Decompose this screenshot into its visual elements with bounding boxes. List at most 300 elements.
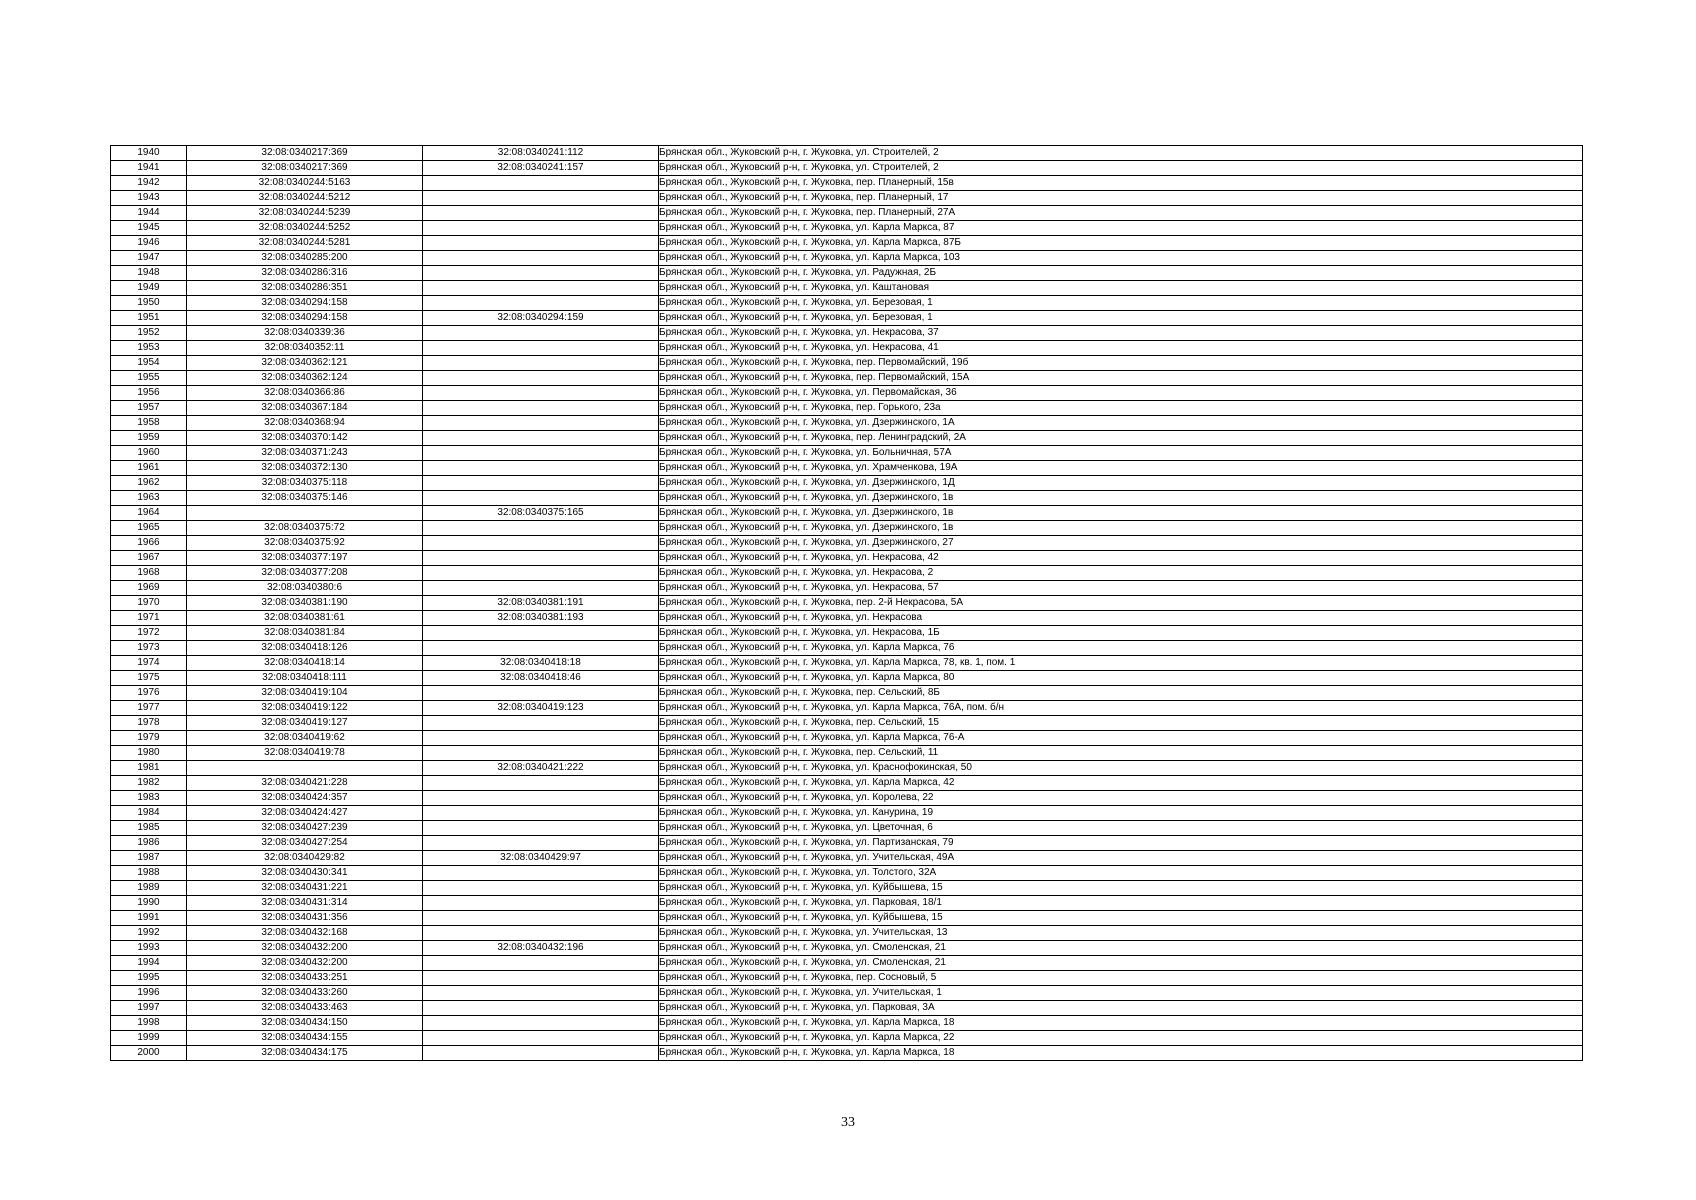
- table-row: [111, 206, 1583, 221]
- table-row: [111, 1001, 1583, 1016]
- row-number-cell: 1978: [111, 716, 187, 731]
- table-row: [111, 896, 1583, 911]
- linked-cadastral-number-cell: [423, 416, 659, 431]
- row-number-cell: 1991: [111, 911, 187, 926]
- cadastral-number-cell: 32:08:0340418:14: [187, 656, 423, 671]
- cadastral-number-cell: 32:08:0340418:126: [187, 641, 423, 656]
- linked-cadastral-number-cell: [423, 536, 659, 551]
- table-row: [111, 596, 1583, 611]
- row-number-cell: 1971: [111, 611, 187, 626]
- address-cell: Брянская обл., Жуковский р-н, г. Жуковка, пер. Первомайский, 15А: [659, 371, 1583, 386]
- address-cell: Брянская обл., Жуковский р-н, г. Жуковка, ул. Некрасова, 2: [659, 566, 1583, 581]
- address-cell: Брянская обл., Жуковский р-н, г. Жуковка, пер. Планерный, 15в: [659, 176, 1583, 191]
- linked-cadastral-number-cell: [423, 176, 659, 191]
- table-row: [111, 536, 1583, 551]
- registry-table: [110, 145, 1583, 1061]
- address-cell: Брянская обл., Жуковский р-н, г. Жуковка, ул. Дзержинского, 1Д: [659, 476, 1583, 491]
- cadastral-number-cell: 32:08:0340431:356: [187, 911, 423, 926]
- table-row: [111, 401, 1583, 416]
- cadastral-number-cell: 32:08:0340375:72: [187, 521, 423, 536]
- row-number-cell: 1953: [111, 341, 187, 356]
- row-number-cell: 1974: [111, 656, 187, 671]
- address-cell: Брянская обл., Жуковский р-н, г. Жуковка, ул. Парковая, 18/1: [659, 896, 1583, 911]
- cadastral-number-cell: 32:08:0340362:124: [187, 371, 423, 386]
- linked-cadastral-number-cell: [423, 221, 659, 236]
- table-row: [111, 821, 1583, 836]
- address-cell: Брянская обл., Жуковский р-н, г. Жуковка, ул. Дзержинского, 1А: [659, 416, 1583, 431]
- table-row: [111, 761, 1583, 776]
- cadastral-number-cell: 32:08:0340429:82: [187, 851, 423, 866]
- cadastral-number-cell: 32:08:0340285:200: [187, 251, 423, 266]
- address-cell: Брянская обл., Жуковский р-н, г. Жуковка, пер. Сельский, 8Б: [659, 686, 1583, 701]
- address-cell: Брянская обл., Жуковский р-н, г. Жуковка, ул. Карла Маркса, 76: [659, 641, 1583, 656]
- cadastral-number-cell: 32:08:0340430:341: [187, 866, 423, 881]
- table-row: [111, 866, 1583, 881]
- row-number-cell: 1994: [111, 956, 187, 971]
- table-row: [111, 281, 1583, 296]
- cadastral-number-cell: 32:08:0340377:208: [187, 566, 423, 581]
- address-cell: Брянская обл., Жуковский р-н, г. Жуковка, пер. Сельский, 15: [659, 716, 1583, 731]
- linked-cadastral-number-cell: [423, 266, 659, 281]
- address-cell: Брянская обл., Жуковский р-н, г. Жуковка, пер. Первомайский, 19б: [659, 356, 1583, 371]
- table-row: [111, 551, 1583, 566]
- table-row: [111, 716, 1583, 731]
- row-number-cell: 1980: [111, 746, 187, 761]
- table-row: [111, 686, 1583, 701]
- address-cell: Брянская обл., Жуковский р-н, г. Жуковка, ул. Куйбышева, 15: [659, 911, 1583, 926]
- table-row: [111, 1016, 1583, 1031]
- table-row: [111, 161, 1583, 176]
- table-row: [111, 671, 1583, 686]
- linked-cadastral-number-cell: 32:08:0340241:157: [423, 161, 659, 176]
- address-cell: Брянская обл., Жуковский р-н, г. Жуковка, ул. Цветочная, 6: [659, 821, 1583, 836]
- address-cell: Брянская обл., Жуковский р-н, г. Жуковка, ул. Некрасова: [659, 611, 1583, 626]
- address-cell: Брянская обл., Жуковский р-н, г. Жуковка, ул. Краснофокинская, 50: [659, 761, 1583, 776]
- linked-cadastral-number-cell: [423, 326, 659, 341]
- cadastral-number-cell: 32:08:0340217:369: [187, 146, 423, 161]
- address-cell: Брянская обл., Жуковский р-н, г. Жуковка, пер. Горького, 23а: [659, 401, 1583, 416]
- table-row: [111, 971, 1583, 986]
- table-row: [111, 581, 1583, 596]
- row-number-cell: 1983: [111, 791, 187, 806]
- cadastral-number-cell: [187, 761, 423, 776]
- table-row: [111, 986, 1583, 1001]
- row-number-cell: 1970: [111, 596, 187, 611]
- linked-cadastral-number-cell: 32:08:0340432:196: [423, 941, 659, 956]
- cadastral-number-cell: 32:08:0340244:5212: [187, 191, 423, 206]
- row-number-cell: 1977: [111, 701, 187, 716]
- linked-cadastral-number-cell: [423, 806, 659, 821]
- table-row: [111, 296, 1583, 311]
- table-row: [111, 491, 1583, 506]
- address-cell: Брянская обл., Жуковский р-н, г. Жуковка, ул. Храмченкова, 19А: [659, 461, 1583, 476]
- cadastral-number-cell: 32:08:0340432:200: [187, 941, 423, 956]
- table-row: [111, 566, 1583, 581]
- table-row: [111, 356, 1583, 371]
- linked-cadastral-number-cell: 32:08:0340381:191: [423, 596, 659, 611]
- address-cell: Брянская обл., Жуковский р-н, г. Жуковка, пер. Сосновый, 5: [659, 971, 1583, 986]
- cadastral-number-cell: 32:08:0340286:351: [187, 281, 423, 296]
- address-cell: Брянская обл., Жуковский р-н, г. Жуковка, ул. Смоленская, 21: [659, 956, 1583, 971]
- row-number-cell: 1961: [111, 461, 187, 476]
- table-row: [111, 251, 1583, 266]
- cadastral-number-cell: 32:08:0340381:84: [187, 626, 423, 641]
- linked-cadastral-number-cell: [423, 206, 659, 221]
- linked-cadastral-number-cell: [423, 491, 659, 506]
- address-cell: Брянская обл., Жуковский р-н, г. Жуковка, ул. Строителей, 2: [659, 146, 1583, 161]
- cadastral-number-cell: 32:08:0340377:197: [187, 551, 423, 566]
- table-row: [111, 836, 1583, 851]
- cadastral-number-cell: 32:08:0340433:260: [187, 986, 423, 1001]
- linked-cadastral-number-cell: [423, 836, 659, 851]
- cadastral-number-cell: 32:08:0340431:314: [187, 896, 423, 911]
- cadastral-number-cell: 32:08:0340419:62: [187, 731, 423, 746]
- table-row: [111, 506, 1583, 521]
- row-number-cell: 1942: [111, 176, 187, 191]
- row-number-cell: 1975: [111, 671, 187, 686]
- cadastral-number-cell: 32:08:0340294:158: [187, 296, 423, 311]
- address-cell: Брянская обл., Жуковский р-н, г. Жуковка, ул. Учительская, 1: [659, 986, 1583, 1001]
- cadastral-number-cell: 32:08:0340244:5239: [187, 206, 423, 221]
- row-number-cell: 1954: [111, 356, 187, 371]
- linked-cadastral-number-cell: [423, 341, 659, 356]
- linked-cadastral-number-cell: [423, 926, 659, 941]
- row-number-cell: 1950: [111, 296, 187, 311]
- row-number-cell: 1986: [111, 836, 187, 851]
- linked-cadastral-number-cell: 32:08:0340375:165: [423, 506, 659, 521]
- row-number-cell: 1966: [111, 536, 187, 551]
- table-row: [111, 851, 1583, 866]
- linked-cadastral-number-cell: [423, 911, 659, 926]
- table-row: [111, 656, 1583, 671]
- row-number-cell: 1958: [111, 416, 187, 431]
- cadastral-number-cell: 32:08:0340434:150: [187, 1016, 423, 1031]
- cadastral-number-cell: 32:08:0340424:427: [187, 806, 423, 821]
- cadastral-number-cell: 32:08:0340362:121: [187, 356, 423, 371]
- address-cell: Брянская обл., Жуковский р-н, г. Жуковка, ул. Строителей, 2: [659, 161, 1583, 176]
- row-number-cell: 1946: [111, 236, 187, 251]
- row-number-cell: 1979: [111, 731, 187, 746]
- linked-cadastral-number-cell: 32:08:0340294:159: [423, 311, 659, 326]
- row-number-cell: 1998: [111, 1016, 187, 1031]
- address-cell: Брянская обл., Жуковский р-н, г. Жуковка, ул. Карла Маркса, 87Б: [659, 236, 1583, 251]
- cadastral-number-cell: 32:08:0340244:5281: [187, 236, 423, 251]
- linked-cadastral-number-cell: [423, 1016, 659, 1031]
- row-number-cell: 1996: [111, 986, 187, 1001]
- address-cell: Брянская обл., Жуковский р-н, г. Жуковка, ул. Дзержинского, 1в: [659, 491, 1583, 506]
- address-cell: Брянская обл., Жуковский р-н, г. Жуковка, ул. Карла Маркса, 103: [659, 251, 1583, 266]
- cadastral-number-cell: 32:08:0340375:118: [187, 476, 423, 491]
- linked-cadastral-number-cell: [423, 776, 659, 791]
- row-number-cell: 1951: [111, 311, 187, 326]
- address-cell: Брянская обл., Жуковский р-н, г. Жуковка, пер. Ленинградский, 2А: [659, 431, 1583, 446]
- cadastral-number-cell: 32:08:0340419:104: [187, 686, 423, 701]
- linked-cadastral-number-cell: 32:08:0340241:112: [423, 146, 659, 161]
- cadastral-number-cell: 32:08:0340432:200: [187, 956, 423, 971]
- row-number-cell: 1952: [111, 326, 187, 341]
- linked-cadastral-number-cell: 32:08:0340429:97: [423, 851, 659, 866]
- table-row: [111, 311, 1583, 326]
- linked-cadastral-number-cell: [423, 626, 659, 641]
- address-cell: Брянская обл., Жуковский р-н, г. Жуковка, ул. Карла Маркса, 76-А: [659, 731, 1583, 746]
- linked-cadastral-number-cell: [423, 866, 659, 881]
- row-number-cell: 1963: [111, 491, 187, 506]
- address-cell: Брянская обл., Жуковский р-н, г. Жуковка, ул. Королева, 22: [659, 791, 1583, 806]
- linked-cadastral-number-cell: [423, 641, 659, 656]
- table-row: [111, 326, 1583, 341]
- cadastral-number-cell: 32:08:0340371:243: [187, 446, 423, 461]
- cadastral-number-cell: 32:08:0340368:94: [187, 416, 423, 431]
- cadastral-number-cell: 32:08:0340375:146: [187, 491, 423, 506]
- row-number-cell: 1981: [111, 761, 187, 776]
- cadastral-number-cell: 32:08:0340418:111: [187, 671, 423, 686]
- linked-cadastral-number-cell: [423, 551, 659, 566]
- row-number-cell: 1948: [111, 266, 187, 281]
- cadastral-number-cell: 32:08:0340244:5252: [187, 221, 423, 236]
- cadastral-number-cell: 32:08:0340419:122: [187, 701, 423, 716]
- address-cell: Брянская обл., Жуковский р-н, г. Жуковка, ул. Дзержинского, 1в: [659, 506, 1583, 521]
- address-cell: Брянская обл., Жуковский р-н, г. Жуковка, ул. Парковая, 3А: [659, 1001, 1583, 1016]
- row-number-cell: 1982: [111, 776, 187, 791]
- cadastral-number-cell: 32:08:0340432:168: [187, 926, 423, 941]
- address-cell: Брянская обл., Жуковский р-н, г. Жуковка, ул. Учительская, 49А: [659, 851, 1583, 866]
- table-row: [111, 791, 1583, 806]
- row-number-cell: 1985: [111, 821, 187, 836]
- table-row: [111, 611, 1583, 626]
- cadastral-number-cell: 32:08:0340366:86: [187, 386, 423, 401]
- table-row: [111, 806, 1583, 821]
- table-row: [111, 731, 1583, 746]
- table-row: [111, 956, 1583, 971]
- row-number-cell: 1965: [111, 521, 187, 536]
- cadastral-number-cell: 32:08:0340434:155: [187, 1031, 423, 1046]
- row-number-cell: 1993: [111, 941, 187, 956]
- row-number-cell: 1995: [111, 971, 187, 986]
- table-row: [111, 911, 1583, 926]
- table-row: [111, 176, 1583, 191]
- table-row: [111, 461, 1583, 476]
- table-row: [111, 626, 1583, 641]
- row-number-cell: 1955: [111, 371, 187, 386]
- linked-cadastral-number-cell: [423, 191, 659, 206]
- table-row: [111, 221, 1583, 236]
- table-row: [111, 191, 1583, 206]
- address-cell: Брянская обл., Жуковский р-н, г. Жуковка, пер. Сельский, 11: [659, 746, 1583, 761]
- linked-cadastral-number-cell: [423, 461, 659, 476]
- table-row: [111, 941, 1583, 956]
- cadastral-number-cell: 32:08:0340370:142: [187, 431, 423, 446]
- linked-cadastral-number-cell: [423, 296, 659, 311]
- linked-cadastral-number-cell: 32:08:0340381:193: [423, 611, 659, 626]
- cadastral-number-cell: [187, 506, 423, 521]
- row-number-cell: 1973: [111, 641, 187, 656]
- table-row: [111, 776, 1583, 791]
- row-number-cell: 1992: [111, 926, 187, 941]
- row-number-cell: 1956: [111, 386, 187, 401]
- cadastral-number-cell: 32:08:0340433:463: [187, 1001, 423, 1016]
- linked-cadastral-number-cell: [423, 1001, 659, 1016]
- linked-cadastral-number-cell: [423, 386, 659, 401]
- table-row: [111, 371, 1583, 386]
- table-row: [111, 341, 1583, 356]
- address-cell: Брянская обл., Жуковский р-н, г. Жуковка, ул. Партизанская, 79: [659, 836, 1583, 851]
- address-cell: Брянская обл., Жуковский р-н, г. Жуковка, ул. Некрасова, 37: [659, 326, 1583, 341]
- cadastral-number-cell: 32:08:0340381:61: [187, 611, 423, 626]
- address-cell: Брянская обл., Жуковский р-н, г. Жуковка, ул. Карла Маркса, 18: [659, 1046, 1583, 1061]
- table-row: [111, 446, 1583, 461]
- row-number-cell: 1962: [111, 476, 187, 491]
- row-number-cell: 1990: [111, 896, 187, 911]
- cadastral-number-cell: 32:08:0340380:6: [187, 581, 423, 596]
- table-row: [111, 701, 1583, 716]
- row-number-cell: 1984: [111, 806, 187, 821]
- table-row: [111, 881, 1583, 896]
- address-cell: Брянская обл., Жуковский р-н, г. Жуковка, пер. Планерный, 27А: [659, 206, 1583, 221]
- address-cell: Брянская обл., Жуковский р-н, г. Жуковка, ул. Дзержинского, 1в: [659, 521, 1583, 536]
- table-row: [111, 476, 1583, 491]
- table-row: [111, 236, 1583, 251]
- address-cell: Брянская обл., Жуковский р-н, г. Жуковка, ул. Смоленская, 21: [659, 941, 1583, 956]
- cadastral-number-cell: 32:08:0340419:78: [187, 746, 423, 761]
- row-number-cell: 1976: [111, 686, 187, 701]
- linked-cadastral-number-cell: [423, 731, 659, 746]
- row-number-cell: 1968: [111, 566, 187, 581]
- linked-cadastral-number-cell: 32:08:0340421:222: [423, 761, 659, 776]
- table-row: [111, 641, 1583, 656]
- address-cell: Брянская обл., Жуковский р-н, г. Жуковка, пер. Планерный, 17: [659, 191, 1583, 206]
- cadastral-number-cell: 32:08:0340352:11: [187, 341, 423, 356]
- cadastral-number-cell: 32:08:0340339:36: [187, 326, 423, 341]
- address-cell: Брянская обл., Жуковский р-н, г. Жуковка, ул. Карла Маркса, 22: [659, 1031, 1583, 1046]
- table-row: [111, 431, 1583, 446]
- table-row: [111, 521, 1583, 536]
- row-number-cell: 1945: [111, 221, 187, 236]
- cadastral-number-cell: 32:08:0340381:190: [187, 596, 423, 611]
- linked-cadastral-number-cell: [423, 476, 659, 491]
- address-cell: Брянская обл., Жуковский р-н, г. Жуковка, ул. Больничная, 57А: [659, 446, 1583, 461]
- cadastral-number-cell: 32:08:0340217:369: [187, 161, 423, 176]
- table-row: [111, 386, 1583, 401]
- table-row: [111, 926, 1583, 941]
- address-cell: Брянская обл., Жуковский р-н, г. Жуковка, ул. Некрасова, 41: [659, 341, 1583, 356]
- cadastral-number-cell: 32:08:0340375:92: [187, 536, 423, 551]
- linked-cadastral-number-cell: [423, 236, 659, 251]
- table-row: [111, 146, 1583, 161]
- cadastral-number-cell: 32:08:0340367:184: [187, 401, 423, 416]
- address-cell: Брянская обл., Жуковский р-н, г. Жуковка, ул. Березовая, 1: [659, 296, 1583, 311]
- linked-cadastral-number-cell: [423, 716, 659, 731]
- table-row: [111, 416, 1583, 431]
- cadastral-number-cell: 32:08:0340294:158: [187, 311, 423, 326]
- address-cell: Брянская обл., Жуковский р-н, г. Жуковка, ул. Дзержинского, 27: [659, 536, 1583, 551]
- row-number-cell: 1988: [111, 866, 187, 881]
- table-row: [111, 1031, 1583, 1046]
- cadastral-number-cell: 32:08:0340424:357: [187, 791, 423, 806]
- address-cell: Брянская обл., Жуковский р-н, г. Жуковка, ул. Каштановая: [659, 281, 1583, 296]
- linked-cadastral-number-cell: [423, 401, 659, 416]
- linked-cadastral-number-cell: [423, 791, 659, 806]
- linked-cadastral-number-cell: [423, 581, 659, 596]
- row-number-cell: 1943: [111, 191, 187, 206]
- cadastral-number-cell: 32:08:0340419:127: [187, 716, 423, 731]
- cadastral-number-cell: 32:08:0340421:228: [187, 776, 423, 791]
- row-number-cell: 1941: [111, 161, 187, 176]
- row-number-cell: 1960: [111, 446, 187, 461]
- linked-cadastral-number-cell: [423, 956, 659, 971]
- cadastral-number-cell: 32:08:0340372:130: [187, 461, 423, 476]
- cadastral-number-cell: 32:08:0340427:239: [187, 821, 423, 836]
- linked-cadastral-number-cell: [423, 566, 659, 581]
- row-number-cell: 1959: [111, 431, 187, 446]
- row-number-cell: 1999: [111, 1031, 187, 1046]
- address-cell: Брянская обл., Жуковский р-н, г. Жуковка, ул. Толстого, 32А: [659, 866, 1583, 881]
- linked-cadastral-number-cell: 32:08:0340419:123: [423, 701, 659, 716]
- registry-table-container: [110, 145, 1582, 1061]
- address-cell: Брянская обл., Жуковский р-н, г. Жуковка, ул. Первомайская, 36: [659, 386, 1583, 401]
- cadastral-number-cell: 32:08:0340244:5163: [187, 176, 423, 191]
- linked-cadastral-number-cell: [423, 686, 659, 701]
- row-number-cell: 1987: [111, 851, 187, 866]
- linked-cadastral-number-cell: [423, 371, 659, 386]
- row-number-cell: 1997: [111, 1001, 187, 1016]
- linked-cadastral-number-cell: [423, 746, 659, 761]
- address-cell: Брянская обл., Жуковский р-н, г. Жуковка, ул. Некрасова, 57: [659, 581, 1583, 596]
- address-cell: Брянская обл., Жуковский р-н, г. Жуковка, ул. Радужная, 2Б: [659, 266, 1583, 281]
- row-number-cell: 1967: [111, 551, 187, 566]
- address-cell: Брянская обл., Жуковский р-н, г. Жуковка, ул. Куйбышева, 15: [659, 881, 1583, 896]
- linked-cadastral-number-cell: [423, 986, 659, 1001]
- linked-cadastral-number-cell: [423, 251, 659, 266]
- address-cell: Брянская обл., Жуковский р-н, г. Жуковка, ул. Карла Маркса, 87: [659, 221, 1583, 236]
- linked-cadastral-number-cell: 32:08:0340418:46: [423, 671, 659, 686]
- row-number-cell: 1944: [111, 206, 187, 221]
- page-number: 33: [841, 1115, 855, 1130]
- address-cell: Брянская обл., Жуковский р-н, г. Жуковка, пер. 2-й Некрасова, 5А: [659, 596, 1583, 611]
- row-number-cell: 1957: [111, 401, 187, 416]
- cadastral-number-cell: 32:08:0340434:175: [187, 1046, 423, 1061]
- row-number-cell: 1947: [111, 251, 187, 266]
- cadastral-number-cell: 32:08:0340427:254: [187, 836, 423, 851]
- table-row: [111, 266, 1583, 281]
- address-cell: Брянская обл., Жуковский р-н, г. Жуковка, ул. Карла Маркса, 42: [659, 776, 1583, 791]
- table-row: [111, 1046, 1583, 1061]
- address-cell: Брянская обл., Жуковский р-н, г. Жуковка, ул. Учительская, 13: [659, 926, 1583, 941]
- row-number-cell: 1969: [111, 581, 187, 596]
- row-number-cell: 1964: [111, 506, 187, 521]
- address-cell: Брянская обл., Жуковский р-н, г. Жуковка, ул. Карла Маркса, 18: [659, 1016, 1583, 1031]
- address-cell: Брянская обл., Жуковский р-н, г. Жуковка, ул. Березовая, 1: [659, 311, 1583, 326]
- linked-cadastral-number-cell: [423, 896, 659, 911]
- linked-cadastral-number-cell: [423, 881, 659, 896]
- address-cell: Брянская обл., Жуковский р-н, г. Жуковка, ул. Карла Маркса, 78, кв. 1, пом. 1: [659, 656, 1583, 671]
- cadastral-number-cell: 32:08:0340431:221: [187, 881, 423, 896]
- linked-cadastral-number-cell: [423, 971, 659, 986]
- linked-cadastral-number-cell: [423, 521, 659, 536]
- cadastral-number-cell: 32:08:0340286:316: [187, 266, 423, 281]
- cadastral-number-cell: 32:08:0340433:251: [187, 971, 423, 986]
- row-number-cell: 1949: [111, 281, 187, 296]
- table-row: [111, 746, 1583, 761]
- linked-cadastral-number-cell: [423, 446, 659, 461]
- row-number-cell: 1989: [111, 881, 187, 896]
- linked-cadastral-number-cell: [423, 356, 659, 371]
- linked-cadastral-number-cell: [423, 1046, 659, 1061]
- address-cell: Брянская обл., Жуковский р-н, г. Жуковка, ул. Некрасова, 1Б: [659, 626, 1583, 641]
- linked-cadastral-number-cell: [423, 1031, 659, 1046]
- address-cell: Брянская обл., Жуковский р-н, г. Жуковка, ул. Карла Маркса, 76А, пом. б/н: [659, 701, 1583, 716]
- address-cell: Брянская обл., Жуковский р-н, г. Жуковка, ул. Карла Маркса, 80: [659, 671, 1583, 686]
- linked-cadastral-number-cell: [423, 431, 659, 446]
